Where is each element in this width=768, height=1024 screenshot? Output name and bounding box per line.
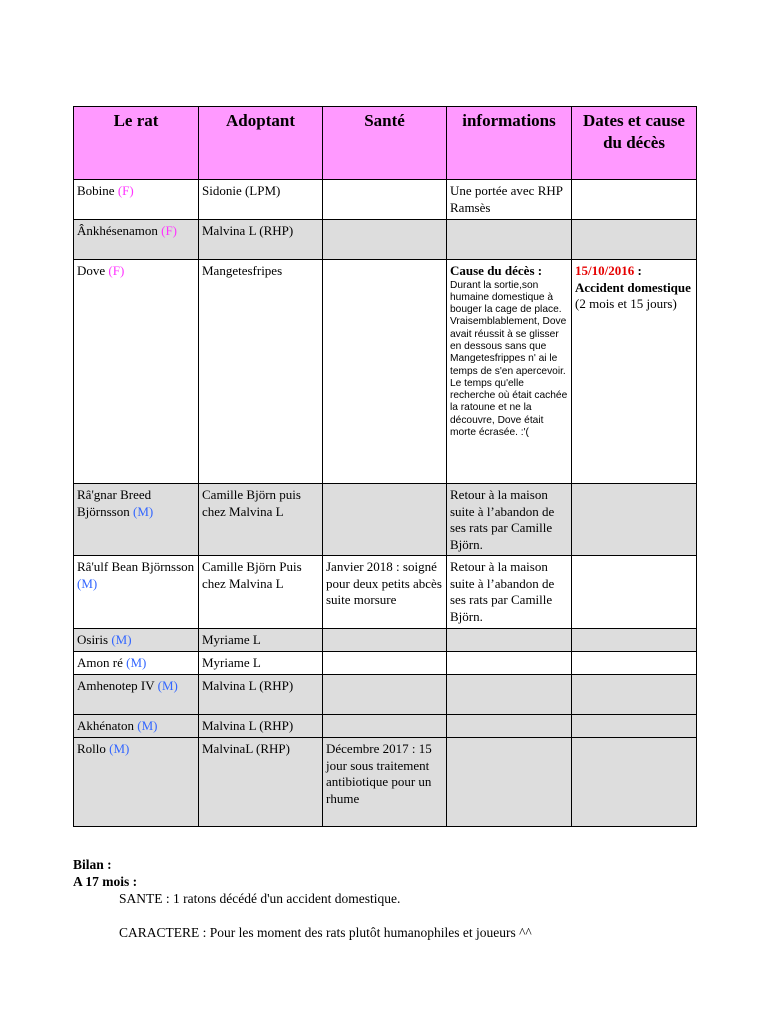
rat-name: Osiris bbox=[77, 632, 109, 647]
table-row bbox=[74, 260, 697, 484]
header-adoptant: Adoptant bbox=[199, 107, 323, 180]
cell-info bbox=[447, 220, 572, 260]
table-row bbox=[74, 180, 697, 220]
header-dates: Dates et cause du décès bbox=[572, 107, 697, 180]
spacer bbox=[73, 907, 713, 924]
cell-rat bbox=[74, 556, 199, 629]
rats-table bbox=[73, 106, 697, 827]
header-le-rat: Le rat bbox=[74, 107, 199, 180]
cell-dates bbox=[572, 556, 697, 629]
rat-name: Bobine bbox=[77, 183, 115, 198]
cell-info: Une portée avec RHP Ramsès bbox=[447, 180, 572, 220]
cell-dates bbox=[572, 220, 697, 260]
rat-name: Rollo bbox=[77, 741, 106, 756]
cell-dates bbox=[572, 652, 697, 675]
cell-sante bbox=[323, 484, 447, 556]
cell-adoptant: Sidonie (LPM) bbox=[199, 180, 323, 220]
bilan-title: Bilan : bbox=[73, 857, 112, 872]
cell-sante bbox=[323, 180, 447, 220]
header-row bbox=[74, 107, 697, 180]
bilan-caractere: CARACTERE : Pour les moment des rats plutôt humanophiles et joueurs ^^ bbox=[119, 925, 532, 940]
rat-sex: (M) bbox=[111, 632, 132, 647]
cell-sante bbox=[323, 715, 447, 738]
rat-sex: (M) bbox=[137, 718, 158, 733]
rat-name: Ânkhésenamon bbox=[77, 223, 158, 238]
cell-info bbox=[447, 738, 572, 827]
cell-dates bbox=[572, 675, 697, 715]
rat-name: Amon ré bbox=[77, 655, 123, 670]
rat-name: Râ'gnar Breed Björnsson bbox=[77, 487, 152, 519]
cell-info: Retour à la maison suite à l’abandon de ses rats par Camille Björn. bbox=[447, 556, 572, 629]
cell-rat bbox=[74, 652, 199, 675]
cell-adoptant: Mangetesfripes bbox=[199, 260, 323, 484]
table-row bbox=[74, 652, 697, 675]
cell-dates bbox=[572, 629, 697, 652]
death-date-colon: : bbox=[634, 263, 642, 278]
rat-sex: (M) bbox=[157, 678, 178, 693]
table-row bbox=[74, 556, 697, 629]
cell-rat bbox=[74, 629, 199, 652]
rat-name: Akhénaton bbox=[77, 718, 135, 733]
rat-sex: (F) bbox=[117, 183, 134, 198]
cell-rat bbox=[74, 484, 199, 556]
bilan-subtitle: A 17 mois : bbox=[73, 874, 138, 889]
cell-rat bbox=[74, 675, 199, 715]
rat-name: Râ'ulf Bean Björnsson bbox=[77, 559, 195, 574]
header-sante: Santé bbox=[323, 107, 447, 180]
header-informations: informations bbox=[447, 107, 572, 180]
cell-sante bbox=[323, 675, 447, 715]
cell-info bbox=[447, 652, 572, 675]
cell-sante: Décembre 2017 : 15 jour sous traitement antibiotique pour un rhume bbox=[323, 738, 447, 827]
cell-adoptant: Myriame L bbox=[199, 652, 323, 675]
table-row bbox=[74, 220, 697, 260]
cell-info bbox=[447, 675, 572, 715]
death-cause-text: Durant la sortie,son humaine domestique à bouger la cage de place. Vraisemblablement, Dove avait réussit à se glisser en dessous sans que Mangetesfrippes n' ai le temps de s'en apercevoir. Le temps qu'elle recherche où était cachée la ratoune et ne la découvre, Dove était morte écrasée. :'( bbox=[450, 279, 568, 439]
cell-dates bbox=[572, 715, 697, 738]
cell-adoptant: MalvinaL (RHP) bbox=[199, 738, 323, 827]
rat-sex: (M) bbox=[132, 503, 154, 519]
death-cause: Accident domestique bbox=[575, 279, 691, 295]
table-row bbox=[74, 738, 697, 827]
cell-adoptant: Camille Björn puis chez Malvina L bbox=[199, 484, 323, 556]
rat-sex: (M) bbox=[109, 741, 130, 756]
cell-dates bbox=[572, 484, 697, 556]
death-age: (2 mois et 15 jours) bbox=[575, 296, 677, 311]
cell-info bbox=[447, 715, 572, 738]
cell-info bbox=[447, 629, 572, 652]
cell-info bbox=[447, 260, 572, 484]
cell-sante bbox=[323, 629, 447, 652]
table-row bbox=[74, 629, 697, 652]
rat-name: Dove bbox=[77, 263, 106, 278]
cell-dates bbox=[572, 738, 697, 827]
cell-adoptant: Malvina L (RHP) bbox=[199, 220, 323, 260]
death-cause-title: Cause du décès : bbox=[450, 263, 543, 278]
cell-info: Retour à la maison suite à l’abandon de ses rats par Camille Björn. bbox=[447, 484, 572, 556]
cell-sante bbox=[323, 220, 447, 260]
rat-sex: (F) bbox=[108, 263, 125, 278]
cell-adoptant: Malvina L (RHP) bbox=[199, 715, 323, 738]
table-row bbox=[74, 675, 697, 715]
cell-rat bbox=[74, 738, 199, 827]
rat-sex: (F) bbox=[161, 223, 178, 238]
cell-adoptant: Camille Björn Puis chez Malvina L bbox=[199, 556, 323, 629]
cell-adoptant: Malvina L (RHP) bbox=[199, 675, 323, 715]
cell-adoptant: Myriame L bbox=[199, 629, 323, 652]
cell-rat bbox=[74, 260, 199, 484]
table-row bbox=[74, 484, 697, 556]
table-row bbox=[74, 715, 697, 738]
cell-rat bbox=[74, 220, 199, 260]
rat-sex: (M) bbox=[77, 575, 98, 591]
cell-sante bbox=[323, 260, 447, 484]
cell-sante: Janvier 2018 : soigné pour deux petits abcès suite morsure bbox=[323, 556, 447, 629]
rat-name: Amhenotep IV bbox=[77, 678, 155, 693]
cell-rat bbox=[74, 180, 199, 220]
cell-dates bbox=[572, 260, 697, 484]
bilan-section bbox=[73, 856, 713, 941]
death-date: 15/10/2016 bbox=[575, 263, 635, 278]
cell-sante bbox=[323, 652, 447, 675]
bilan-sante: SANTE : 1 ratons décédé d'un accident domestique. bbox=[119, 891, 401, 906]
cell-rat bbox=[74, 715, 199, 738]
cell-dates bbox=[572, 180, 697, 220]
rat-sex: (M) bbox=[126, 655, 147, 670]
